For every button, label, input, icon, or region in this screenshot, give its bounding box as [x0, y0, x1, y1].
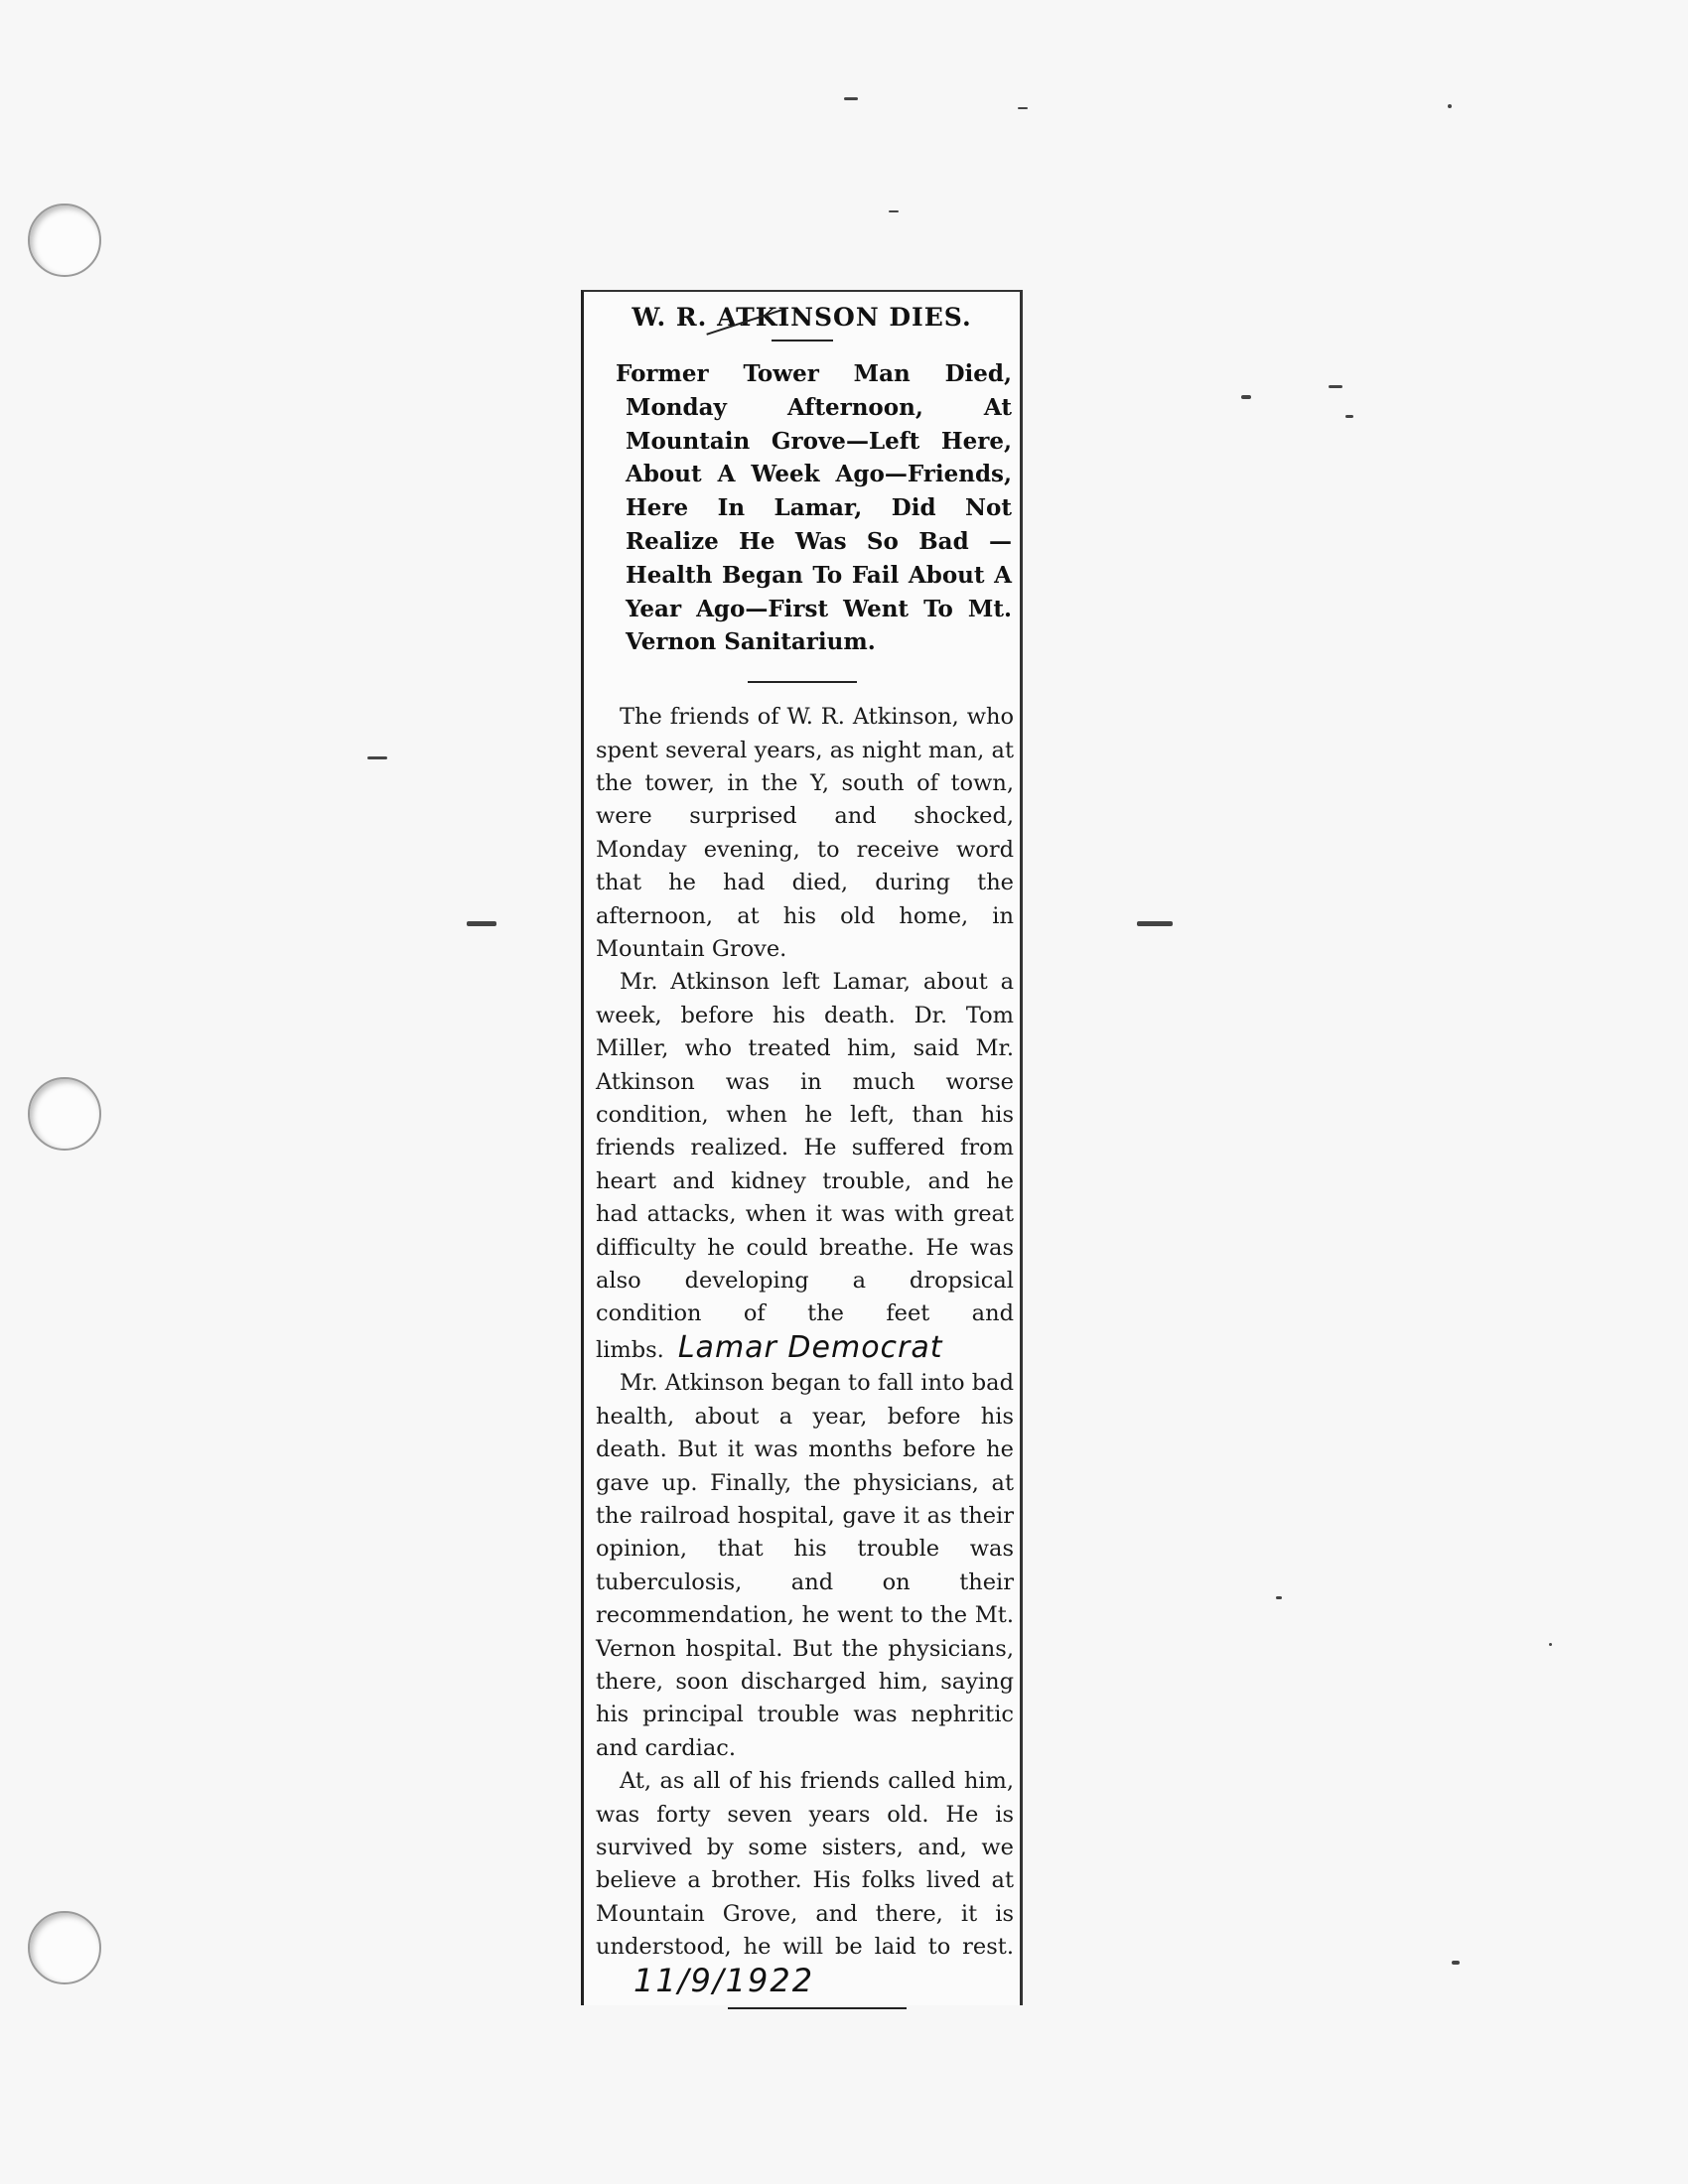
scan-speck: [1345, 415, 1353, 418]
paragraph-2: [596, 966, 1014, 1367]
paragraph-4-text: At, as all of his friends called him, was forty seven years old. He is survived by some sisters, and, we believe a brother. His folks lived at Mountain Grove, and there, it is understood, he will be laid to rest.: [596, 1768, 1014, 1961]
punch-hole-middle: [28, 1077, 101, 1151]
scan-speck: [844, 97, 858, 100]
scan-speck: [1276, 1596, 1282, 1599]
deck-rule: [748, 681, 857, 683]
scan-speck: [467, 921, 496, 926]
article-headline: W. R. ATKINSON DIES.: [632, 303, 972, 332]
scan-speck: [889, 210, 899, 212]
headline-rule: [772, 340, 833, 341]
scan-speck: [1448, 104, 1452, 108]
date-underline: [728, 2007, 907, 2009]
scan-speck: [1329, 385, 1342, 388]
handwritten-date: 11/9/1922: [633, 1961, 815, 1999]
scan-speck: [1137, 921, 1173, 926]
scan-speck: [1452, 1961, 1460, 1965]
newspaper-clipping: [581, 290, 1023, 2005]
article-deck: Former Tower Man Died, Monday Afternoon, At Mountain Grove—Left Here, About A Week Ago—Friends, Here In Lamar, Did Not Realize He Was So Bad —Health Began To Fail About A Year Ago—First Went To Mt. Vernon Sanitarium.: [616, 360, 1012, 656]
scan-speck: [1549, 1643, 1552, 1646]
article-body: [596, 701, 1014, 2001]
scan-speck: [1241, 395, 1251, 399]
punch-hole-top: [28, 204, 101, 277]
punch-hole-bottom: [28, 1911, 101, 1984]
handwritten-source-note: Lamar Democrat: [677, 1329, 943, 1365]
paragraph-1: The friends of W. R. Atkinson, who spent several years, as night man, at the tower, in the Y, south of town, were surprised and shocked, Monday evening, to receive word that he had died, during the afternoon, at his old home, in Mountain Grove.: [596, 704, 1014, 963]
scan-speck: [1018, 107, 1028, 109]
paragraph-4: [596, 1765, 1014, 2001]
paragraph-2-text: Mr. Atkinson left Lamar, about a week, before his death. Dr. Tom Miller, who treated him, said Mr. Atkinson was in much worse condition, when he left, than his friends realized. He suffered from heart and kidney trouble, and he had attacks, when it was with great difficulty he could breathe. He was also developing a dropsical condition of the feet and limbs.: [596, 969, 1014, 1363]
paragraph-3: Mr. Atkinson began to fall into bad health, about a year, before his death. But it was months before he gave up. Finally, the physicians, at the railroad hospital, gave it as their opinion, that his trouble was tuberculosis, and on their recommendation, he went to the Mt. Vernon hospital. But the physicians, there, soon discharged him, saying his principal trouble was nephritic and cardiac.: [596, 1370, 1014, 1761]
scan-speck: [367, 756, 387, 759]
